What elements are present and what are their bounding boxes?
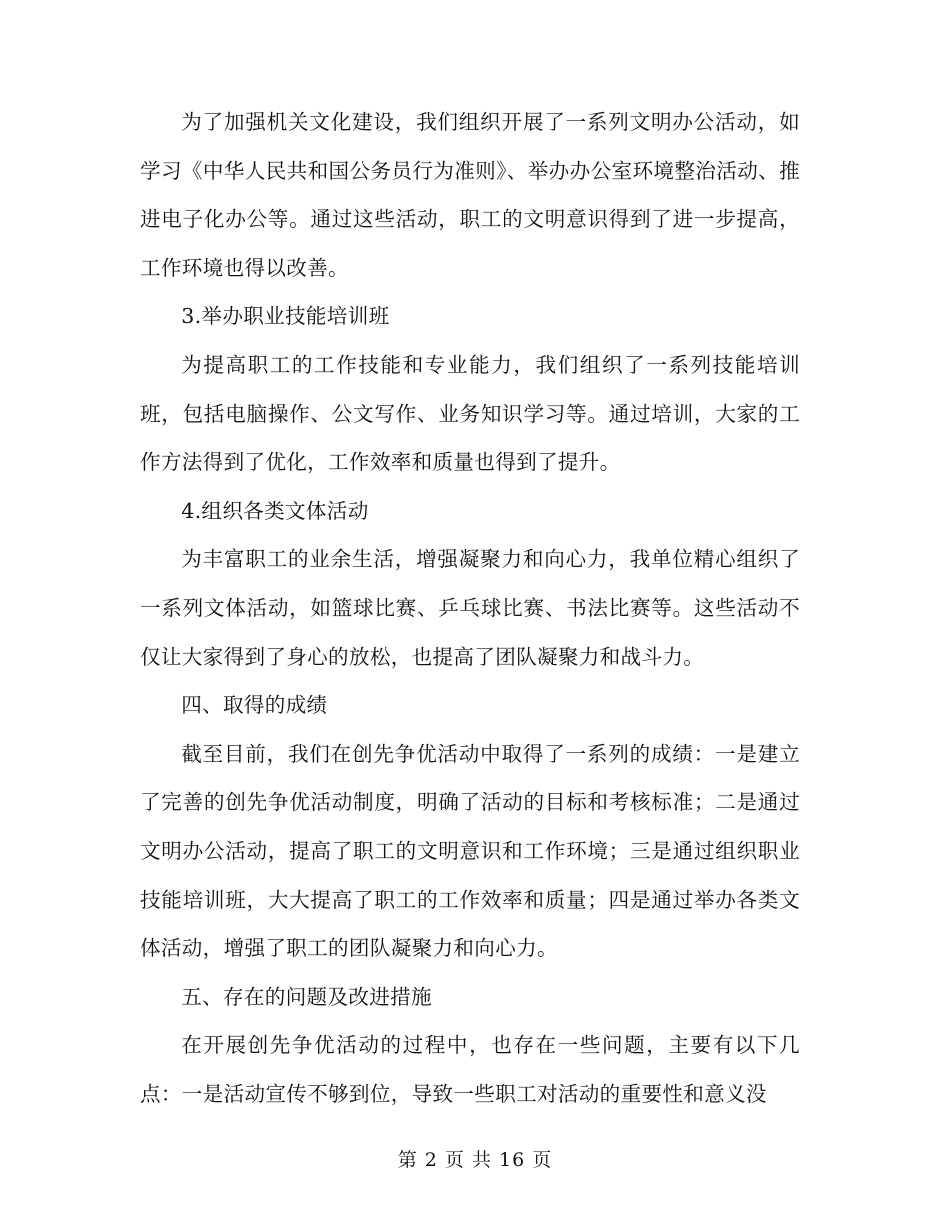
paragraph-civilized-office: 为了加强机关文化建设，我们组织开展了一系列文明办公活动，如学习《中华人民共和国公务员行为准则》、举办办公室环境整治活动、推进电子化办公等。通过这些活动，职工的文明意识得到了进一步提高，工作环境也得以改善。	[140, 110, 800, 280]
footer-suffix: 页	[532, 1149, 553, 1171]
document-body	[140, 98, 800, 1118]
heading-achievements: 四、取得的成绩	[181, 693, 328, 718]
footer-middle: 页 共	[444, 1149, 492, 1171]
paragraph-cultural-activities: 为丰富职工的业余生活，增强凝聚力和向心力，我单位精心组织了一系列文体活动，如篮球比赛、乒乓球比赛、书法比赛等。这些活动不仅让大家得到了身心的放松，也提高了团队凝聚力和战斗力。	[140, 547, 800, 669]
footer-prefix: 第	[397, 1149, 418, 1171]
paragraph-skills-training: 为提高职工的工作技能和专业能力，我们组织了一系列技能培训班，包括电脑操作、公文写作、业务知识学习等。通过培训，大家的工作方法得到了优化，工作效率和质量也得到了提升。	[140, 352, 800, 475]
page-footer	[0, 1146, 950, 1174]
paragraph-problems: 在开展创先争优活动的过程中，也存在一些问题，主要有以下几点：一是活动宣传不够到位，导致一些职工对活动的重要性和意义没	[140, 1033, 800, 1106]
heading-problems: 五、存在的问题及改进措施	[181, 984, 432, 1009]
footer-total-pages: 16	[499, 1149, 526, 1171]
footer-current-page: 2	[424, 1149, 438, 1171]
paragraph-achievements: 截至目前，我们在创先争优活动中取得了一系列的成绩：一是建立了完善的创先争优活动制度，明确了活动的目标和考核标准；二是通过文明办公活动，提高了职工的文明意识和工作环境；三是通过组织职业技能培训班，大大提高了职工的工作效率和质量；四是通过举办各类文体活动，增强了职工的团队凝聚力和向心力。	[140, 741, 800, 961]
heading-skills-training: 3.举办职业技能培训班	[181, 304, 390, 329]
heading-cultural-activities: 4.组织各类文体活动	[181, 498, 369, 523]
